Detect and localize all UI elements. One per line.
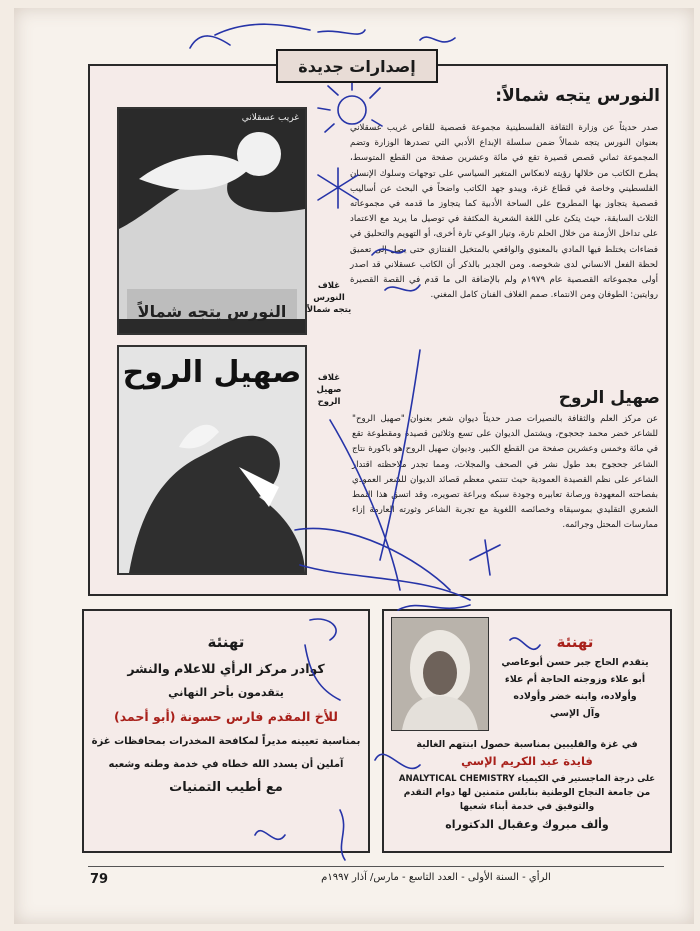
congrats-left-line1: كوادر مركز الرأي للاعلام والنشر — [127, 661, 325, 676]
congrats-left-line6: مع أطيب التمنيات — [169, 780, 283, 795]
congrats-left-recipient: للأخ المقدم فارس حسونة (أبو أحمد) — [114, 709, 338, 724]
congrats-right-line9: والتوفيق في خدمة أبناء شعبها — [459, 802, 595, 812]
cover2-title: صهيل الروح — [122, 355, 302, 390]
section-title-badge — [276, 49, 438, 83]
congrats-right-line4: وآل الإسي — [550, 708, 600, 719]
congrats-right-title: تهنئة — [556, 633, 594, 651]
cover-author: غريب عسقلاني — [241, 113, 299, 123]
article2-title: صهيل الروح — [558, 388, 660, 408]
article1-title: النورس يتجه شمالاً: — [495, 86, 660, 106]
page-number: 79 — [90, 872, 109, 887]
congrats-right-line8: من جامعة النجاح الوطنية بنابلس متمنين لها دوام التقدم — [403, 788, 651, 798]
article2-body: عن مركز العلم والثقافة بالنصيرات صدر حديثاً ديوان شعر بعنوان "صهيل الروح" للشاعر خضر محمد جحجوح، ويشتمل الديوان على تسع وثلاثين قصيدة ومقطوعة تقع في مائة وخمس وعشرين صفحة من القطع الكبير. وديوان صهيل الروح هو باكورة نتاج الشاعر جحجوح بعد طول نشر في الصحف والمجلات، ومما تجدر ملاحظته اقتدار الشاعر على نظم القصيدة العمودية حيث تنتمي معظم قصائد الديوان للشعر العمودي بفصاحته المعهودة ورصانة تعابيره وجودة سبكه وبراعة تصويره، وقد اتسق هذا النمط الشعري التقليدي بموسيقاه وخصائصه اللغوية مع تجربة الشاعر وثورته العارمة إزاء ممارسات المحتل وجرائمه. — [352, 414, 658, 531]
congrats-right-line7: على درجة الماجستير في الكيمياء ANALYTICAL CHEMISTRY — [398, 774, 656, 784]
portrait-illustration — [392, 618, 488, 730]
cover-image-saheel — [117, 345, 307, 575]
congrats-left-line5: آملين أن يسدد الله خطاه في خدمة وطنه وشعبه — [108, 759, 344, 770]
congrats-right-line2: أبو علاء وزوجته الحاجة أم علاء — [504, 674, 646, 685]
congrats-right-recipient: فايدة عبد الكريم الإسي — [461, 754, 593, 768]
cover1-caption: غلاف النورس يتجه شمالاً — [306, 281, 352, 315]
congrats-right-line5: في غزة والفليبين بمناسبة حصول ابنتهم الغالية — [416, 739, 638, 750]
footer-issue: الرأي - السنة الأولى - العدد التاسع - مارس/ آذار ١٩٩٧م — [321, 872, 551, 883]
graduate-photo — [391, 617, 489, 731]
cover2-caption: غلاف صهيل الروح — [316, 373, 342, 407]
cover-title: النورس يتجه شمالاً — [137, 302, 287, 321]
congrats-box-left — [82, 609, 370, 853]
congrats-left-title: تهنئة — [207, 633, 245, 651]
cover-image-nawras — [117, 107, 307, 335]
section-title: إصدارات جديدة — [298, 56, 416, 76]
article1-body: صدر حديثاً عن وزارة الثقافة الفلسطينية مجموعة قصصية للقاص غريب عسقلاني بعنوان النورس يتجه شمالاً ضمن سلسلة الإبداع الأدبي التي تصدرها الوزارة وتضم المجموعة ثماني قصص قصيرة تقع في مائة وعشرين صفحة من القطع المتوسط، يطرح الكاتب من خلالها رؤيته لانعكاس المتغير السياسي على توجهات وسلوك الإنسان الفلسطيني وخاصة في قطاع غزة، ويبدو جهد الكاتب واضحاً في البحث عن أساليب قصصية يتجاوز بها المطروح على الساحة الأدبية كما يتجاوز ما قدمه في مجموعاته الثلاث السابقة، حيث يتكئ على اللغة الشعرية المكثفة في توصيل ما يريد مع الاعتماد على تداخل الأزمنة من خلال الحلم تارة، وتيار الوعي تارة أخرى، أو التهويم والتحليق في فضاءات يختلط فيها المادي بالمعنوي والواقعي بالمتخيل الفنتازي حتى يصل إلى تعميق لحظة الفعل الانساني لدى شخوصه. ومن الجدير بالذكر أن الكاتب عسقلاني قد اصدر أولى مجموعاته القصصية عام ١٩٧٩م ولم بالإضافة الى ما قدم في القصة القصيرة روايتين: الطوفان ومن الانتماء. صمم الغلاف الفنان كامل المغني. — [350, 123, 658, 301]
congrats-right-line1: يتقدم الحاج جبر حسن أبوعاصي — [501, 657, 649, 668]
seagull-illustration — [119, 109, 305, 333]
congrats-right-line10: وألف مبروك وعقبال الدكتوراه — [445, 818, 609, 831]
congrats-left-line4: بمناسبة تعيينه مديراً لمكافحة المخدرات بمحافظات غزة — [91, 736, 361, 747]
congrats-right-line3: وأولاده، وابنه خضر وأولاده — [513, 691, 637, 702]
footer-rule — [88, 866, 664, 867]
congrats-left-line2: يتقدمون بأحر التهاني — [168, 686, 284, 699]
